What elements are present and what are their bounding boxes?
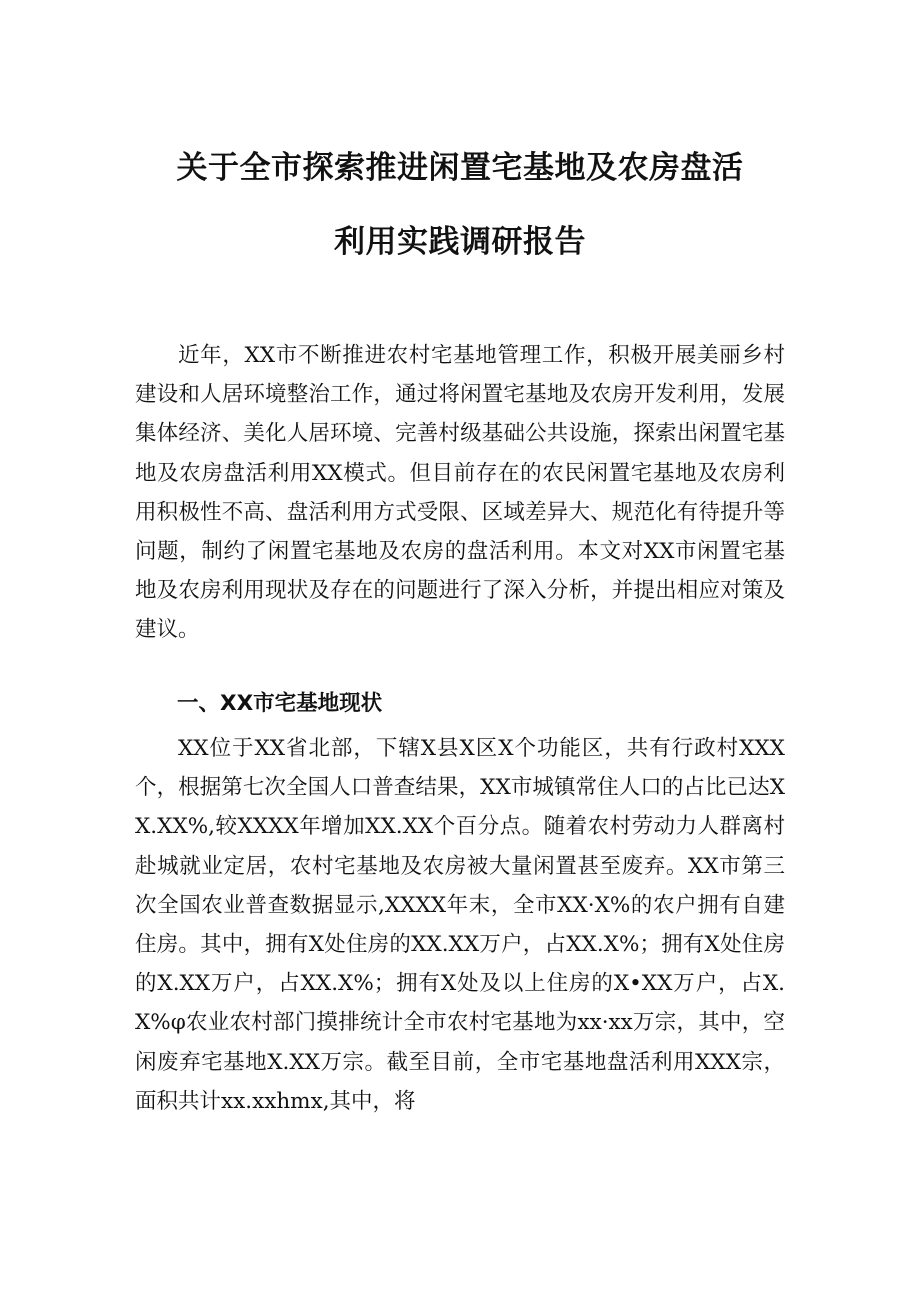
document-title-line-1: 关于全市探索推进闲置宅基地及农房盘活: [176, 150, 744, 186]
intro-paragraph: 近年，XX市不断推进农村宅基地管理工作，积极开展美丽乡村建设和人居环境整治工作，通过将闲置宅基地及农房开发利用，发展集体经济、美化人居环境、完善村级基础公共设施，探索出闲置宅基地及农房盘活利用XX模式。但目前存在的农民闲置宅基地及农房利用积极性不高、盘活利用方式受限、区域差异大、规范化有待提升等问题，制约了闲置宅基地及农房的盘活利用。本文对XX市闲置宅基地及农房利用现状及存在的问题进行了深入分析，并提出相应对策及建议。: [135, 343, 785, 643]
status-paragraph: XX位于XX省北部，下辖X县X区X个功能区，共有行政村XXX个，根据第七次全国人口普查结果，XX市城镇常住人口的占比已达XX.XX%,较XXXX年增加XX.XX个百分点。随着农村劳动力人群离村赴城就业定居，农村宅基地及农房被大量闲置甚至废弃。XX市第三次全国农业普查数据显示,XXXX年末，全市XX·X%的农户拥有自建住房。其中，拥有X处住房的XX.XX万户，占XX.X%；拥有X处住房的X.XX万户，占XX.X%；拥有X处及以上住房的X•XX万户，占X.X%φ农业农村部门摸排统计全市农村宅基地为xx·xx万宗，其中，空闲废弃宅基地X.XX万宗。截至目前，全市宅基地盘活利用XXX宗，面积共计xx.xxhmx,其中，将: [135, 736, 785, 1114]
section-heading-1: 一、XX市宅基地现状: [177, 691, 383, 716]
document-title-line-2: 利用实践调研报告: [334, 224, 586, 260]
